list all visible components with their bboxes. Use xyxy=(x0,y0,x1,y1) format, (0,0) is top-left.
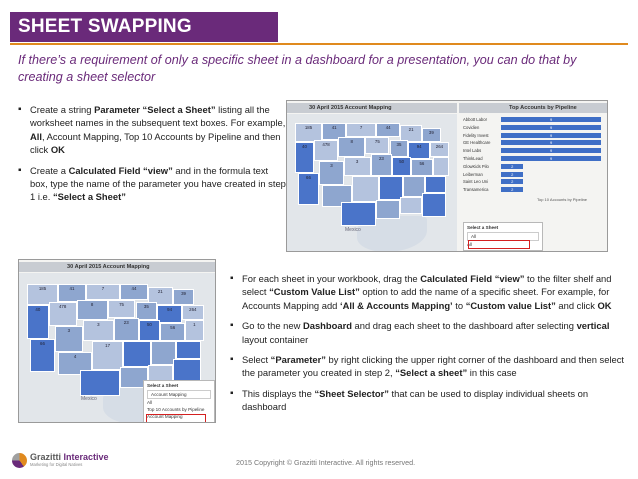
map-state: 7 xyxy=(346,123,376,137)
bullet-bold-text: OK xyxy=(50,144,65,156)
bar-row xyxy=(463,186,607,193)
bar-value: 9 xyxy=(550,140,553,146)
bullet-text: For each sheet in your workbook, drag the xyxy=(242,273,421,284)
bar-label: Fidelity Invest xyxy=(463,132,489,138)
map-state: 21 xyxy=(400,125,422,142)
map-state: 44 xyxy=(376,123,400,137)
bar-row xyxy=(463,116,607,123)
bullet-text: in this case xyxy=(467,367,517,379)
sheet-selector-1[interactable] xyxy=(463,222,543,251)
map-state: 56 xyxy=(160,323,185,341)
bullet-text: Create a string xyxy=(30,104,95,115)
map-title: 30 April 2015 Account Mapping xyxy=(287,103,457,113)
bullet-bold-text: “Custom value List” xyxy=(465,299,556,311)
selector-option[interactable]: Account Mapping xyxy=(147,414,183,419)
bar-row xyxy=(463,171,607,178)
logo-text xyxy=(30,452,109,468)
map-state: 3 xyxy=(55,326,83,352)
map-state: 8 xyxy=(338,137,365,156)
bullet-text: layout container xyxy=(242,333,309,345)
map-state: 50 xyxy=(392,157,411,176)
map-state: 23 xyxy=(371,154,393,176)
bar-label: Abbott Labor xyxy=(463,117,487,122)
map-state: 66 xyxy=(30,339,55,373)
map-state xyxy=(425,176,447,193)
bullet-bold-text: “Parameter” xyxy=(270,354,326,366)
bar-value: 2 xyxy=(511,171,514,177)
right-bullet-list xyxy=(230,272,626,421)
selector-label: Select a Sheet xyxy=(147,383,179,388)
bullet-bold-text: OK xyxy=(597,299,612,311)
map-state: 4 xyxy=(58,352,92,375)
bar-row xyxy=(463,124,607,131)
map-state: 39 xyxy=(173,289,195,305)
map-state: 478 xyxy=(314,140,338,162)
selector-option[interactable]: All xyxy=(147,400,153,405)
map-state: 185 xyxy=(295,123,322,142)
map-state xyxy=(352,176,379,202)
bar-row xyxy=(463,155,607,162)
bullet-bold-text: Calculated Field “view” xyxy=(68,164,173,176)
bar-chart xyxy=(463,116,607,196)
bullet-item xyxy=(18,164,286,204)
bullet-item xyxy=(230,319,626,346)
map-state: 35 xyxy=(390,140,409,157)
bar-label: GE Healthcare xyxy=(463,140,491,146)
map-state: 40 xyxy=(295,142,314,173)
map-state: 75 xyxy=(365,137,389,154)
map-state: 75 xyxy=(108,300,136,318)
selector-option[interactable]: Top 10 Accounts by Pipeline xyxy=(147,407,205,412)
map-state xyxy=(400,197,422,214)
page-subtitle: If there’s a requirement of only a specific sheet in a dashboard for a presentation, you can do that by creating a sheet selector xyxy=(18,53,577,84)
bars-title: Top Accounts by Pipeline xyxy=(459,103,608,113)
map-state: 3 xyxy=(319,161,343,185)
selector-highlight xyxy=(146,414,206,423)
logo-name-accent: Interactive xyxy=(63,452,109,462)
map-state: 50 xyxy=(139,320,161,341)
page-title: SHEET SWAPPING xyxy=(10,12,278,42)
bullet-text: and drag each sheet to the dashboard after selecting xyxy=(351,320,577,332)
map-state: 94 xyxy=(408,142,430,159)
logo-name: Grazitti xyxy=(30,452,64,462)
bar-row xyxy=(463,178,607,185)
bullet-text: and click xyxy=(555,299,598,311)
map-state: 66 xyxy=(298,173,320,204)
bullet-text: Create a xyxy=(30,164,69,176)
bullet-text: listing all the worksheet names in the subsequent text boxes. For example, xyxy=(30,104,286,129)
title-divider xyxy=(10,43,628,45)
dashboard-screenshot-1 xyxy=(286,100,608,252)
map-state: 40 xyxy=(27,305,49,339)
bar-value: 9 xyxy=(550,156,553,161)
bullet-text: and in the formula text box, type the name of the parameter you have created in step 1 i.e. xyxy=(30,164,286,203)
bullet-bold-text: Parameter “Select a Sheet” xyxy=(94,104,216,115)
bar-label: GlowKids Pilo xyxy=(463,163,489,169)
map-state: 478 xyxy=(49,302,77,325)
map-state xyxy=(433,157,449,176)
selector-option[interactable]: All xyxy=(467,242,473,247)
bullet-item xyxy=(230,387,626,414)
dashboard-screenshot-2 xyxy=(18,259,216,423)
bullet-bold-text: “Custom Value List” xyxy=(269,286,360,298)
map-state: 264 xyxy=(430,142,449,156)
map-state: 185 xyxy=(27,284,58,305)
map-state: 264 xyxy=(182,305,204,321)
bullet-bold-text: ‘All & Accounts Mapping’ xyxy=(339,299,453,311)
bar-value: 2 xyxy=(511,163,514,169)
map-state xyxy=(123,341,151,367)
bullet-text: Select xyxy=(242,354,271,366)
bullet-text: that can be used to display individual sheets on dashboard xyxy=(242,387,589,413)
map-state xyxy=(422,193,446,217)
map-state xyxy=(80,370,120,396)
selector-dropdown[interactable]: All xyxy=(467,232,539,241)
company-logo xyxy=(12,452,109,468)
selector-highlight xyxy=(468,240,530,249)
bar-label: Saint Leo Uni xyxy=(463,179,489,185)
bullet-bold-text: Calculated Field “view” xyxy=(420,273,525,284)
selector-dropdown[interactable]: Account Mapping xyxy=(147,390,211,399)
logo-mark-icon xyxy=(12,453,27,468)
bar-row xyxy=(463,139,607,146)
bar-label: Intel Labs xyxy=(463,148,482,154)
bullet-bold-text: “Sheet Selector” xyxy=(314,387,389,399)
map-label-mexico: Mexico xyxy=(345,227,361,233)
bar-row xyxy=(463,147,607,154)
map-state: 3 xyxy=(344,157,371,176)
bullet-item xyxy=(230,353,626,380)
bullet-text: by right clicking the upper right corner of the dashboard and then select the parameter you created in step 2, xyxy=(242,354,625,379)
sheet-selector-2[interactable] xyxy=(143,380,215,423)
map-state: 7 xyxy=(86,284,120,300)
bar-row xyxy=(463,163,607,170)
map-state: 23 xyxy=(114,318,139,341)
left-bullet-list xyxy=(18,103,286,211)
bullet-item xyxy=(18,103,286,157)
map-state xyxy=(176,341,201,359)
map-state: 1 xyxy=(185,320,204,341)
map-state: 41 xyxy=(58,284,86,302)
bullet-text: to the filter shelf and select xyxy=(242,273,612,298)
bullet-text: option to add the name of a specific sheet. For example, for Accounts Mapping add xyxy=(242,286,610,311)
map-state xyxy=(379,176,403,200)
bar-value: 9 xyxy=(550,132,553,138)
map-state: 39 xyxy=(422,128,441,142)
bullet-text: , Account Mapping, Top 10 Accounts by Pipeline and then click xyxy=(30,130,281,156)
bar-value: 9 xyxy=(550,124,553,130)
map-state: 8 xyxy=(77,300,108,321)
bar-value: 9 xyxy=(550,148,553,154)
bar-label: Covidien xyxy=(463,124,480,130)
map-state: 41 xyxy=(322,123,346,140)
bullet-item xyxy=(230,272,626,312)
copyright: 2015 Copyright © Grazitti Interactive. All rights reserved. xyxy=(236,458,416,467)
bar-value: 9 xyxy=(550,117,553,122)
map-state xyxy=(376,200,400,219)
map-state: 94 xyxy=(157,305,182,323)
map-state: 21 xyxy=(148,287,173,305)
bullet-bold-text: Dashboard xyxy=(302,320,352,332)
map-state: 3 xyxy=(83,320,114,341)
bar-value: 2 xyxy=(511,179,514,185)
map-state: 35 xyxy=(136,302,158,320)
bullet-text: This displays the xyxy=(242,387,315,399)
bar-label: ThinkLead xyxy=(463,156,483,161)
map-state: 17 xyxy=(92,341,123,370)
map-state: 44 xyxy=(120,284,148,300)
map-title: 30 April 2015 Account Mapping xyxy=(19,262,216,272)
bullet-bold-text: “Select a sheet” xyxy=(395,367,468,379)
bullet-bold-text: “Select a Sheet” xyxy=(52,191,126,203)
bullet-bold-text: vertical xyxy=(576,320,610,332)
map-state: 56 xyxy=(411,159,433,176)
bar-label: Leiberman xyxy=(463,171,483,177)
bullet-bold-text: All xyxy=(30,130,42,142)
map-state xyxy=(341,202,376,226)
logo-tagline: Marketing for Digital Natives xyxy=(30,462,83,467)
bar-label: Transamerica xyxy=(463,187,489,193)
bullet-text: Go to the new xyxy=(242,320,303,332)
selector-label: Select a Sheet xyxy=(467,225,499,230)
bars-footer: Top 10 Accounts by Pipeline xyxy=(537,197,588,202)
bar-value: 2 xyxy=(511,187,514,193)
bullet-text: to xyxy=(452,299,466,311)
map-label-mexico: Mexico xyxy=(81,396,97,402)
bar-row xyxy=(463,132,607,139)
